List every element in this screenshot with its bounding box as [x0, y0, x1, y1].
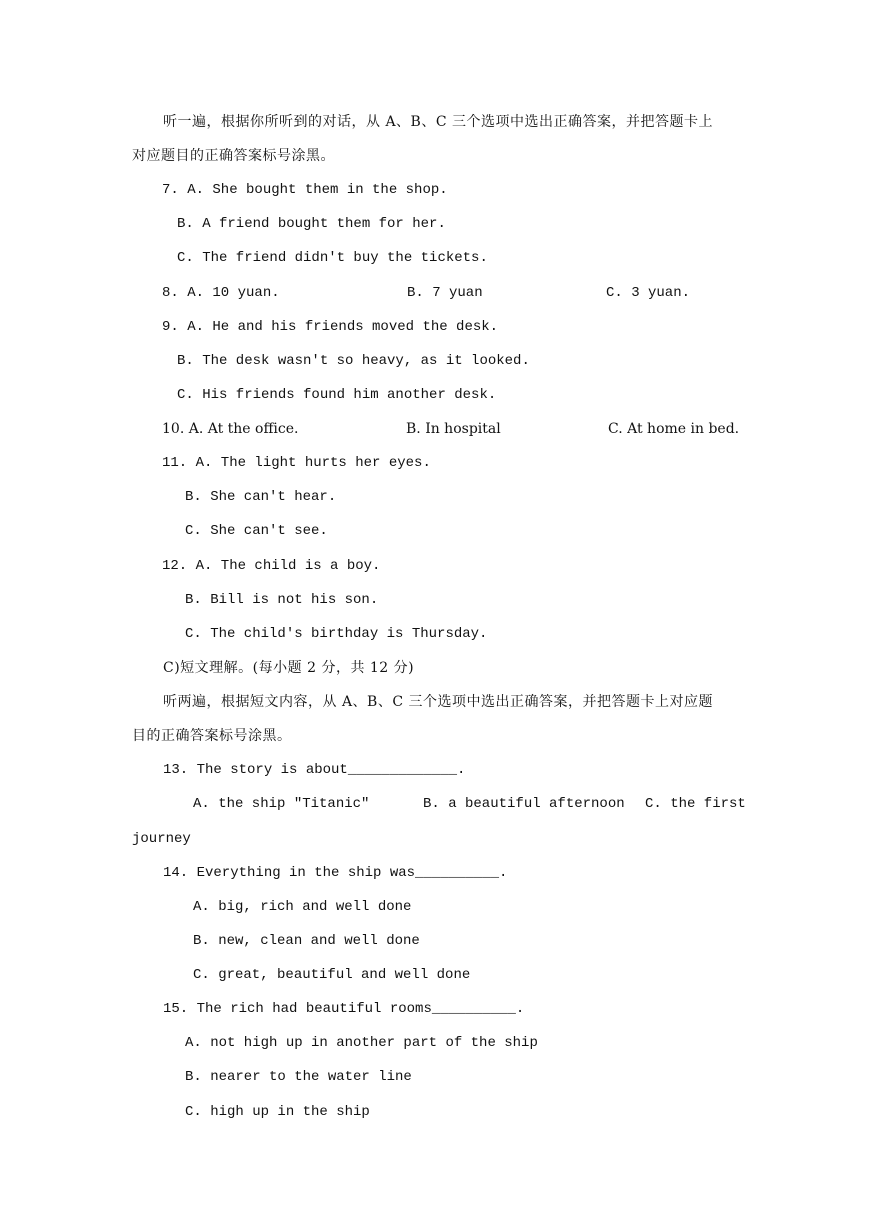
q10-option-a: 10. A. At the office. — [162, 421, 299, 437]
q9-option-a: 9. A. He and his friends moved the desk. — [162, 319, 499, 335]
q8-option-b: B. 7 yuan — [407, 285, 483, 301]
q11-option-c: C. She can't see. — [185, 523, 328, 539]
q14-option-c: C. great, beautiful and well done — [193, 967, 471, 983]
q7-option-c: C. The friend didn't buy the tickets. — [177, 250, 488, 266]
section-c-instruction-line-1: 听两遍，根据短文内容，从 A、B、C 三个选项中选出正确答案，并把答题卡上对应题 — [163, 694, 714, 710]
q12-option-b: B. Bill is not his son. — [185, 592, 379, 608]
q14-stem: 14. Everything in the ship was__________. — [163, 865, 508, 881]
q13-option-a: A. the ship "Titanic" — [193, 796, 370, 812]
q9-option-b: B. The desk wasn't so heavy, as it looked. — [177, 353, 530, 369]
q7-option-b: B. A friend bought them for her. — [177, 216, 446, 232]
instruction-line-1: 听一遍，根据你所听到的对话，从 A、B、C 三个选项中选出正确答案，并把答题卡上 — [163, 114, 714, 130]
q11-option-b: B. She can't hear. — [185, 489, 337, 505]
instruction-line-2: 对应题目的正确答案标号涂黑。 — [132, 148, 335, 164]
q15-option-b: B. nearer to the water line — [185, 1069, 412, 1085]
q8-option-c: C. 3 yuan. — [606, 285, 691, 301]
q13-option-b: B. a beautiful afternoon — [423, 796, 625, 812]
section-c-instruction-line-2: 目的正确答案标号涂黑。 — [132, 728, 292, 744]
q9-option-c: C. His friends found him another desk. — [177, 387, 497, 403]
q7-option-a: 7. A. She bought them in the shop. — [162, 182, 448, 198]
q13-option-c-continuation: journey — [132, 831, 191, 847]
q10-option-c: C. At home in bed. — [608, 421, 740, 437]
q15-option-a: A. not high up in another part of the ship — [185, 1035, 538, 1051]
q14-option-a: A. big, rich and well done — [193, 899, 412, 915]
q15-option-c: C. high up in the ship — [185, 1104, 370, 1120]
q11-option-a: 11. A. The light hurts her eyes. — [162, 455, 431, 471]
q8-option-a: 8. A. 10 yuan. — [162, 285, 280, 301]
q10-option-b: B. In hospital — [406, 421, 501, 437]
q14-option-b: B. new, clean and well done — [193, 933, 420, 949]
q13-stem: 13. The story is about_____________. — [163, 762, 466, 778]
q13-option-c: C. the first — [645, 796, 746, 812]
q12-option-c: C. The child's birthday is Thursday. — [185, 626, 488, 642]
q15-stem: 15. The rich had beautiful rooms__________. — [163, 1001, 525, 1017]
q12-option-a: 12. A. The child is a boy. — [162, 558, 381, 574]
section-c-heading: C)短文理解。(每小题 2 分，共 12 分) — [163, 660, 415, 676]
